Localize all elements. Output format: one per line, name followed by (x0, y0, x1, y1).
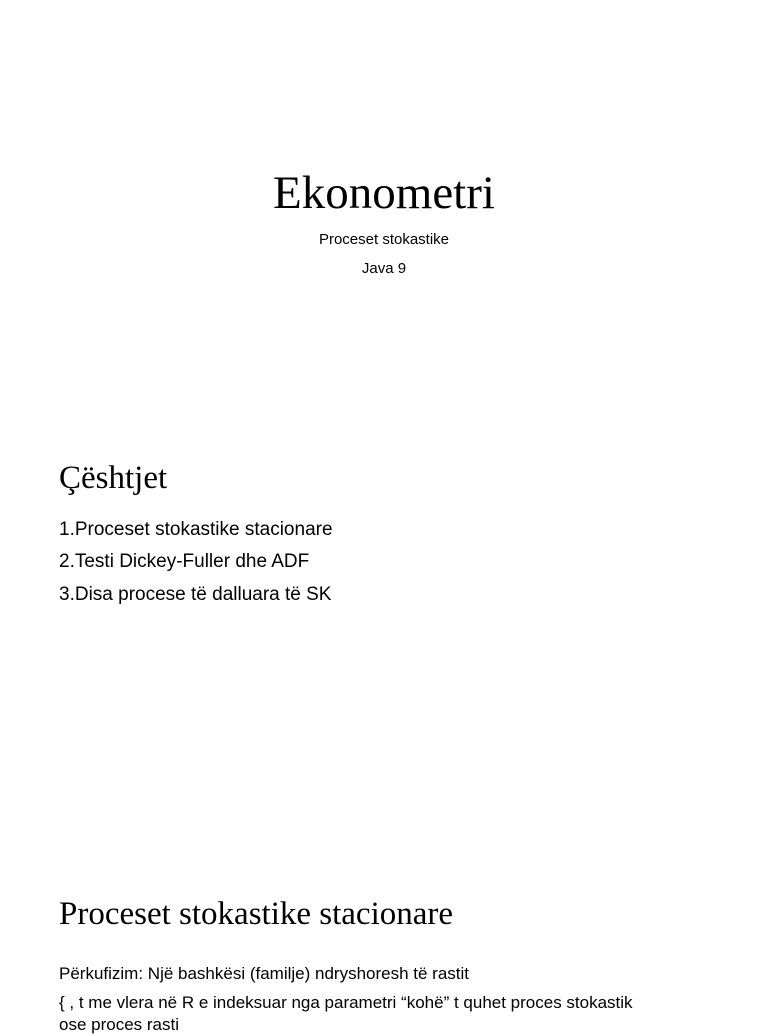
slide-heading: Çështjet (59, 460, 168, 496)
title-slide (0, 0, 768, 420)
paragraph: ose proces rasti (59, 1015, 179, 1034)
slide-heading: Proceset stokastike stacionare (59, 896, 454, 932)
paragraph: { , t me vlera në R e indeksuar nga parametri “kohë” t quhet proces stokastik (59, 993, 633, 1012)
list-item: 1.Proceset stokastike stacionare (59, 519, 333, 540)
slide-title: Ekonometri (273, 167, 495, 219)
paragraph: Përkufizim: Një bashkësi (familje) ndryshoresh të rastit (59, 964, 470, 983)
content-slide (0, 860, 768, 1034)
list-item: 3.Disa procese të dalluara të SK (59, 584, 332, 605)
list-item: 2.Testi Dickey-Fuller dhe ADF (59, 551, 310, 572)
agenda-slide (0, 420, 768, 860)
slide-subtitle: Proceset stokastike (318, 231, 450, 248)
slide-subtitle: Java 9 (361, 260, 407, 277)
